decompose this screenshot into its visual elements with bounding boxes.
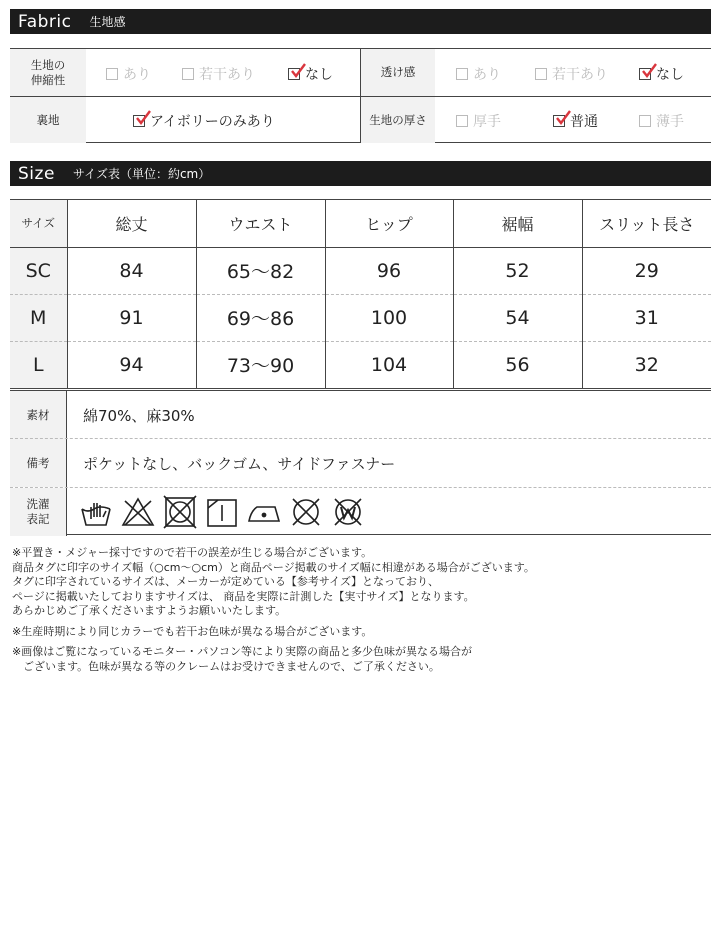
lining-option-label: アイボリーのみあり: [150, 114, 275, 130]
size-cell: 65〜82: [196, 247, 325, 294]
fabric-table: [10, 48, 711, 143]
size-cell: 69〜86: [196, 294, 325, 341]
stretch-option: [182, 64, 255, 84]
checkbox-checked-icon: [288, 68, 300, 80]
size-cell: 32: [582, 341, 711, 388]
size-cell: 73〜90: [196, 341, 325, 388]
size-cell: 104: [325, 341, 453, 388]
size-cell: 31: [582, 294, 711, 341]
size-cell: M: [10, 294, 67, 341]
size-cell: ウエスト: [196, 200, 325, 247]
size-cell: 56: [453, 341, 582, 388]
size-cell: 84: [67, 247, 196, 294]
stretch-option-label: なし: [305, 67, 333, 83]
material-value: 綿70%、麻30%: [83, 406, 195, 425]
checkbox-checked-icon: [553, 115, 565, 127]
fabric-title-en: Fabric: [18, 11, 72, 32]
material-row: [10, 391, 711, 439]
stretch-option-label: 若干あり: [199, 67, 255, 83]
size-header-row: [10, 200, 711, 247]
note-line: 商品タグに印字のサイズ幅（○cm〜○cm）と商品ページ掲載のサイズ幅に相違がある場合がございます。: [12, 560, 535, 574]
note-line: ※生産時期により同じカラーでも若干お色味が異なる場合がございます。: [12, 624, 373, 638]
size-cell: 94: [67, 341, 196, 388]
size-row: [10, 247, 711, 294]
size-cell: サイズ: [10, 200, 67, 247]
size-cell: 91: [67, 294, 196, 341]
notes-block: [12, 546, 535, 674]
checkbox-checked-icon: [639, 68, 651, 80]
note-line: ページに掲載いたしておりますサイズは、 商品を実際に計測した【実寸サイズ】となります。: [12, 589, 475, 603]
size-cell: SC: [10, 247, 67, 294]
sheer-label: 透け感: [361, 49, 435, 96]
stretch-label: 生地の 伸縮性: [10, 49, 86, 96]
fabric-section-header: [10, 9, 711, 34]
thickness-option-label: 薄手: [656, 114, 684, 130]
checkbox-icon: [535, 68, 547, 80]
checkbox-icon: [182, 68, 194, 80]
thickness-option: [553, 111, 598, 131]
size-row: [10, 294, 711, 341]
no-wet-clean-icon: [331, 495, 365, 529]
checkbox-icon: [639, 115, 651, 127]
thickness-option: [639, 111, 684, 131]
care-label: 洗濯 表記: [10, 488, 67, 536]
size-row: [10, 341, 711, 388]
sheer-option: [639, 64, 684, 84]
size-title-jp: サイズ表（単位：約cm）: [72, 167, 211, 181]
sheer-option: [456, 64, 501, 84]
notes-value: ポケットなし、バックゴム、サイドファスナー: [83, 454, 396, 473]
stretch-option: [106, 64, 151, 84]
note-line: ※画像はご覧になっているモニター・パソコン等により実際の商品と多少色味が異なる場合が: [12, 645, 472, 658]
hand-wash-icon: [79, 495, 113, 529]
size-cell: 54: [453, 294, 582, 341]
no-bleach-icon: [121, 495, 155, 529]
lining-option: [133, 111, 275, 131]
sheer-option: [535, 64, 608, 84]
size-cell: 96: [325, 247, 453, 294]
info-table: [10, 390, 711, 535]
size-section-header: [10, 161, 711, 186]
size-cell: 52: [453, 247, 582, 294]
checkbox-icon: [456, 68, 468, 80]
size-cell: L: [10, 341, 67, 388]
size-cell: 29: [582, 247, 711, 294]
size-cell: 裾幅: [453, 200, 582, 247]
size-title-en: Size: [18, 163, 55, 184]
checkbox-icon: [106, 68, 118, 80]
note-line: ございます。色味が異なる等のクレームはお受けできませんので、ご了承ください。: [12, 659, 440, 673]
fabric-title-jp: 生地感: [89, 15, 126, 29]
thickness-option-label: 普通: [570, 114, 598, 130]
sheer-option-label: あり: [473, 67, 501, 83]
size-cell: ヒップ: [325, 200, 453, 247]
lining-label: 裏地: [10, 97, 86, 143]
notes-row: [10, 439, 711, 487]
care-row: [10, 488, 711, 536]
material-label: 素材: [10, 391, 67, 439]
note-line: ※平置き・メジャー採寸ですので若干の誤差が生じる場合がございます。: [12, 546, 373, 559]
iron-low-icon: [247, 495, 281, 529]
size-cell: 100: [325, 294, 453, 341]
thickness-option-label: 厚手: [473, 114, 501, 130]
note-line: タグに印字されているサイズは、メーカーが定めている【参考サイズ】となっており、: [12, 575, 440, 588]
thickness-option: [456, 111, 501, 131]
line-dry-shade-icon: [205, 495, 239, 529]
notes-label: 備考: [10, 439, 67, 487]
sheer-option-label: なし: [656, 67, 684, 83]
stretch-option: [288, 64, 333, 84]
size-cell: スリット長さ: [582, 200, 711, 247]
thickness-label: 生地の厚さ: [361, 97, 435, 143]
sheer-option-label: 若干あり: [552, 67, 608, 83]
no-dry-clean-icon: [289, 495, 323, 529]
checkbox-checked-icon: [133, 115, 145, 127]
note-line: あらかじめご了承くださいますようお願いいたします。: [12, 604, 287, 617]
size-table: [10, 199, 711, 389]
no-tumble-dry-icon: [163, 495, 197, 529]
care-icons: [67, 495, 365, 529]
size-cell: 総丈: [67, 200, 196, 247]
checkbox-icon: [456, 115, 468, 127]
stretch-option-label: あり: [123, 67, 151, 83]
